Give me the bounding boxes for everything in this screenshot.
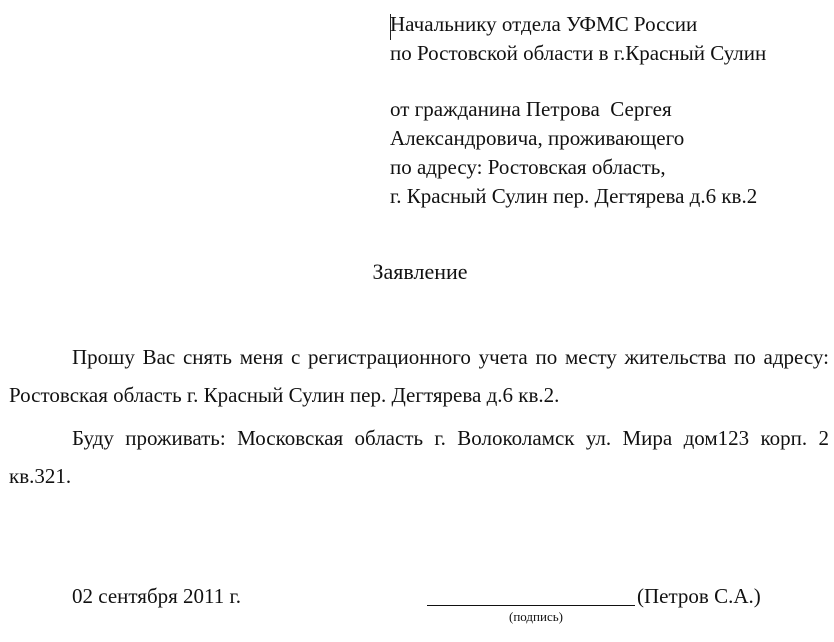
new-address-paragraph: Буду проживать: Московская область г. Волоколамск ул. Мира дом123 корп. 2 кв.321. (9, 426, 829, 488)
applicant-line-1: от гражданина Петрова Сергея (390, 97, 672, 121)
document-body (9, 338, 829, 495)
request-paragraph: Прошу Вас снять меня с регистрационного учета по месту жительства по адресу: Ростовская область г. Красный Сулин пер. Дегтярева д.6 кв.2. (9, 345, 829, 407)
applicant-line-3: по адресу: Ростовская область, (390, 155, 666, 179)
applicant-line-4: г. Красный Сулин пер. Дегтярева д.6 кв.2 (390, 184, 758, 208)
document-title: Заявление (372, 259, 468, 284)
addressee-block (390, 10, 830, 211)
addressee-line-2: по Ростовской области в г.Красный Сулин (390, 41, 767, 65)
addressee-line-1: Начальнику отдела УФМС России (390, 12, 698, 36)
signer-name: (Петров С.А.) (637, 584, 761, 608)
signature-line (427, 605, 635, 606)
document-date: 02 сентября 2011 г. (72, 584, 242, 608)
signature-caption: (подпись) (509, 609, 563, 624)
spacer (390, 68, 830, 95)
applicant-line-2: Александровича, проживающего (390, 126, 685, 150)
